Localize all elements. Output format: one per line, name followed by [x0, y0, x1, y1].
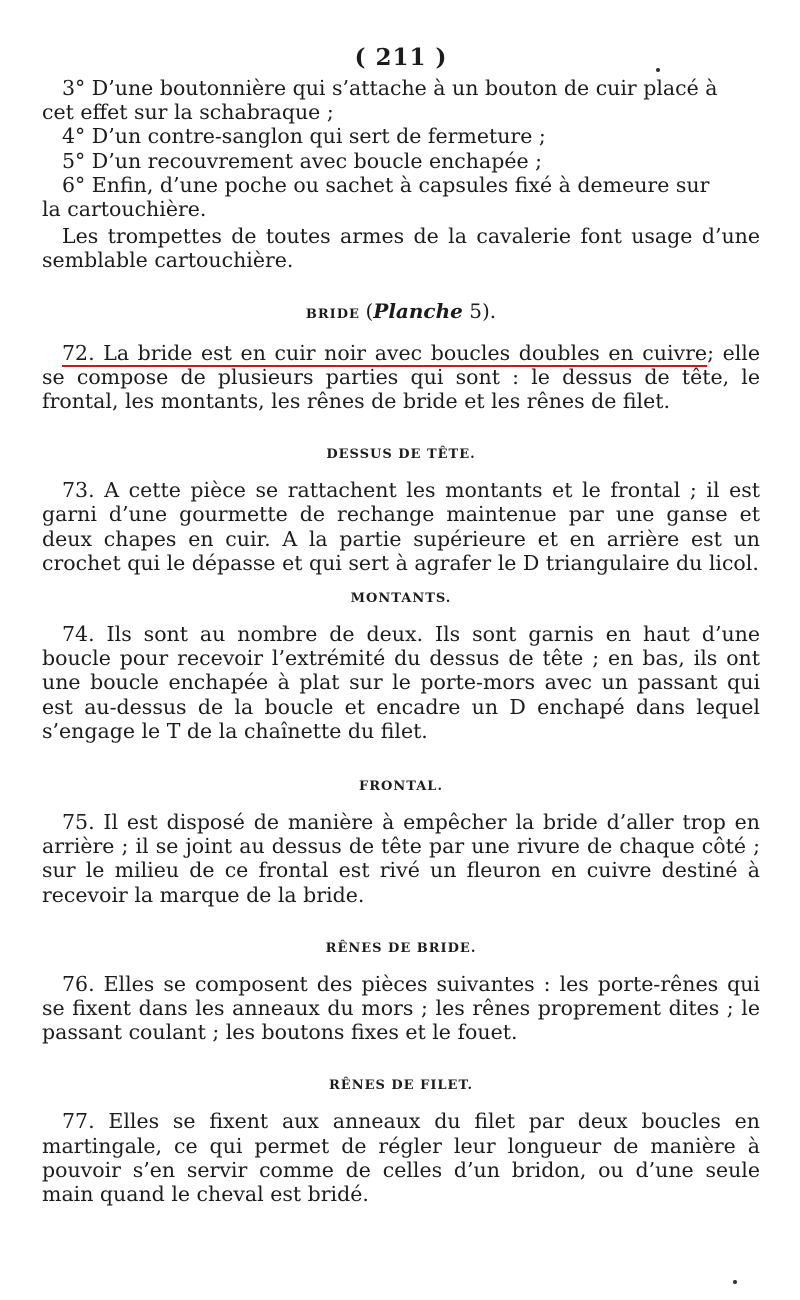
paragraph-72-rest: ; elle se compose de plusieurs parties qui sont : le dessus de tête, le frontal, les montants, les rênes de bride et les rênes de filet. [42, 340, 760, 414]
paragraph-72 [42, 341, 760, 414]
list-line-6b: la cartouchière. [42, 197, 207, 222]
section-heading-bride [42, 299, 760, 323]
list-line-3: 3° D’une boutonnière qui s’attache à un bouton de cuir placé à [62, 76, 718, 100]
list-continuation [42, 76, 760, 221]
ink-speck-bottom [733, 1280, 737, 1284]
list-line-3b: cet effet sur la schabraque ; [42, 100, 334, 125]
section-heading-montants: MONTANTS. [350, 591, 452, 607]
section-heading-dessus-de-tete: DESSUS DE TÊTE. [326, 447, 476, 463]
paragraph-73: 73. A cette pièce se rattachent les montants et le frontal ; il est garni d’une gourmette de rechange maintenue par une ganse et deux chapes en cuir. A la partie supérieure et en arrière est un crochet qui le dépasse et qui sert à agrafer le D triangulaire du licol. [42, 478, 760, 575]
trumpets-paragraph: Les trompettes de toutes armes de la cavalerie font usage d’une semblable cartouchière. [42, 224, 760, 273]
section-heading-frontal: FRONTAL. [359, 779, 443, 795]
list-line-5: 5° D’un recouvrement avec boucle enchapée ; [62, 148, 543, 173]
list-line-6: 6° Enfin, d’une poche ou sachet à capsules fixé à demeure sur [62, 172, 710, 197]
paragraph-74: 74. Ils sont au nombre de deux. Ils sont garnis en haut d’une boucle pour recevoir l’extrémité du dessus de tête ; en bas, ils ont une boucle enchapée à plat sur le porte-mors avec un passant qui est au-dessus de la boucle et encadre un D enchapé dans lequel s’engage le T de la chaînette du filet. [42, 622, 760, 743]
paragraph-76: 76. Elles se composent des pièces suivantes : les porte-rênes qui se fixent dans les anneaux du mors ; les rênes proprement dites ; le passant coulant ; les boutons fixes et le fouet. [42, 971, 760, 1045]
section-heading-renes-de-bride: RÊNES DE BRIDE. [325, 940, 477, 956]
plate-reference: (Planche 5). [365, 298, 497, 323]
section-heading-renes-de-filet: RÊNES DE FILET. [328, 1078, 473, 1094]
list-line-4: 4° D’un contre-sanglon qui sert de fermeture ; [62, 124, 546, 149]
underlined-phrase: 72. La bride est en cuir noir avec boucles doubles en cuivre [62, 340, 708, 365]
paragraph-75: 75. Il est disposé de manière à empêcher la bride d’aller trop en arrière ; il se joint au dessus de tête par une rivure de chaque côté ; sur le milieu de ce frontal est rivé un fleuron en cuivre destiné à recevoir la marque de la bride. [42, 810, 760, 907]
ink-speck-top [656, 68, 660, 72]
page-number: ( 211 ) [354, 44, 448, 71]
bride-heading-label: BRIDE [305, 306, 360, 322]
paragraph-77: 77. Elles se fixent aux anneaux du filet par deux boucles en martingale, ce qui permet de régler leur longueur de manière à pouvoir s’en servir comme de celles d’un bridon, ou d’une seule main quand le cheval est bridé. [42, 1109, 760, 1207]
